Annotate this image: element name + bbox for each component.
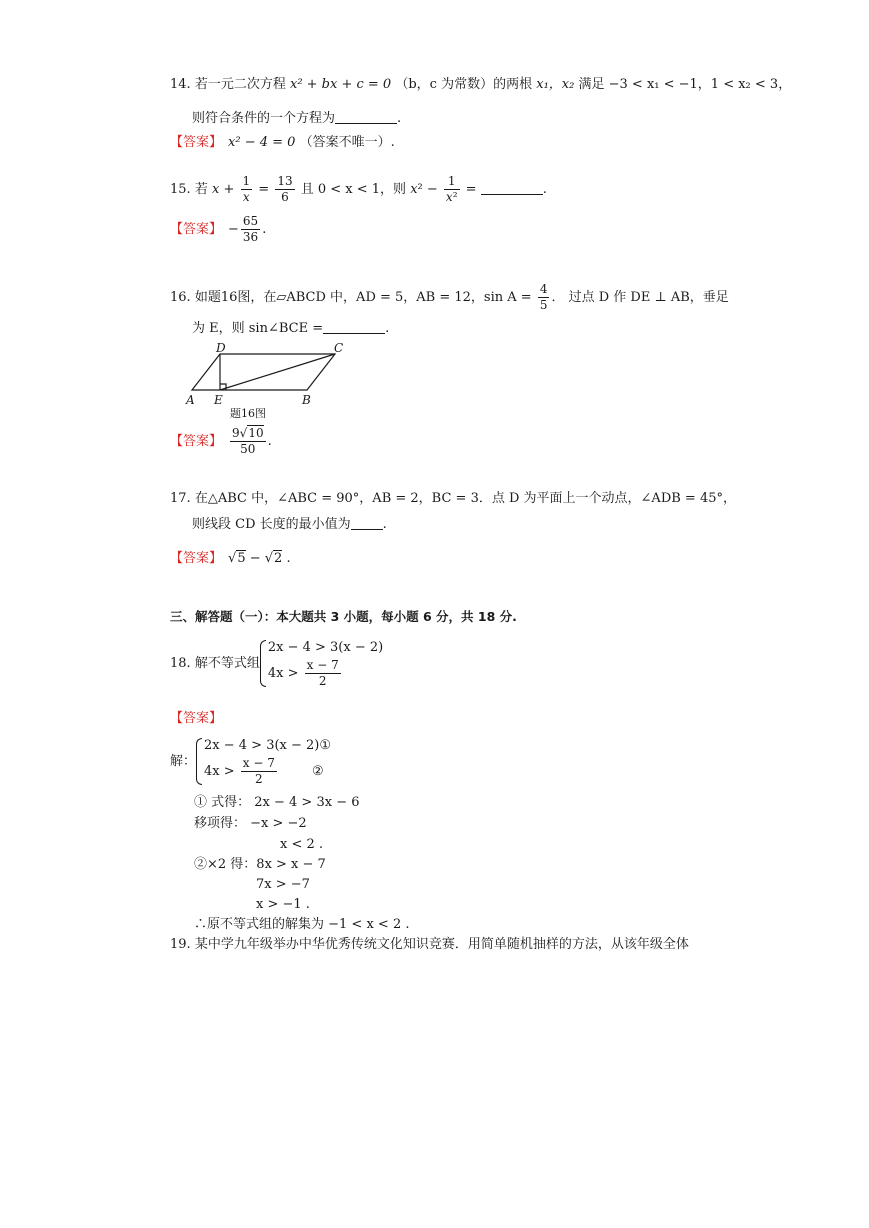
q15-number: 15. xyxy=(170,182,191,197)
q18-step-1: ① 式得： 2x − 4 > 3x − 6 xyxy=(194,795,360,810)
q15-frac-given: $\frac{13}{6}$ xyxy=(277,174,293,204)
section3-title: 三、解答题（一）：本大题共 3 小题，每小题 6 分，共 18 分. xyxy=(170,609,517,624)
q14-equation: x² + bx + c = 0 xyxy=(289,77,392,92)
q18-prompt: 解不等式组 xyxy=(194,656,260,671)
q17-line2: 则线段 CD 长度的最小值为 . xyxy=(192,517,387,532)
q17-text1: 在△ABC 中，∠ABC = 90°，AB = 2，BC = 3．点 D 为平面上一个动点，∠ADB = 45°， xyxy=(194,491,736,506)
q18-system xyxy=(260,638,383,689)
q18-ineq1: 2x − 4 > 3(x − 2) xyxy=(267,640,384,655)
q18-sol-ineq2: 4x > $\frac{x - 7}{2}$ ② xyxy=(204,756,324,786)
q14-text-post: 满足 −3 < x₁ < −1，1 < x₂ < 3， xyxy=(578,77,792,92)
label-a: A xyxy=(186,393,195,407)
q15-answer: 【答案】 − $\frac{65}{36}$ . xyxy=(170,214,267,244)
q14-answer-blank xyxy=(335,111,397,124)
q19-line1 xyxy=(170,936,689,954)
q14-number: 14. xyxy=(170,77,191,92)
q15-answer-frac: $\frac{65}{36}$ xyxy=(242,214,259,244)
q17-answer-blank xyxy=(351,517,383,530)
q15-answer-blank xyxy=(481,182,543,195)
q14-answer xyxy=(170,134,395,152)
q18-solution-system xyxy=(170,736,331,787)
q14-prompt: 则符合条件的一个方程为 xyxy=(192,111,336,126)
q14-answer-note: （答案不唯一）. xyxy=(299,135,395,150)
q18-step-5: 7x > −7 xyxy=(256,877,310,892)
q17-answer-tag: 【答案】 xyxy=(170,551,223,566)
q15-mid: 且 0 < x < 1，则 xyxy=(300,182,407,197)
q15-answer-tag: 【答案】 xyxy=(170,222,223,237)
label-c: C xyxy=(334,341,344,355)
q17-answer-rad-a: 5 xyxy=(237,551,246,566)
label-b: B xyxy=(302,393,311,407)
label-e: E xyxy=(214,393,223,407)
q17-line1 xyxy=(170,490,736,508)
q15-line: 15. 若 x + $\frac{1}{x}$ = $\frac{13}{6}$ 且 0 < x < 1，则 x² − $\frac{1}{\text{x²}}$ = . xyxy=(170,174,547,204)
q17-number: 17. xyxy=(170,491,191,506)
q14-condition: （b，c 为常数）的两根 xyxy=(395,77,533,92)
q16-line2: 为 E，则 sin∠BCE = . xyxy=(192,321,390,336)
q18-step-3: x < 2 . xyxy=(280,837,324,852)
q16-answer: 【答案】 $\frac{9√10}{50}$ . xyxy=(170,426,272,456)
q15-frac-1x2: $\frac{1}{\text{x²}}$ xyxy=(445,174,458,204)
q16-line1: 16. 如题16图，在▱ABCD 中，AD = 5，AB = 12，sin A = $\frac{4}{5}$ ． 过点 D 作 DE ⊥ AB，垂足 xyxy=(170,282,729,312)
q18-step-4: ②×2 得：8x > x − 7 xyxy=(194,857,326,872)
q15-frac-1x: $\frac{1}{x}$ xyxy=(242,174,251,204)
q14-text-pre: 若一元二次方程 xyxy=(194,77,286,92)
label-d: D xyxy=(216,341,226,355)
parallelogram-abcd xyxy=(192,354,335,390)
q16-sin-frac: $\frac{4}{5}$ xyxy=(539,282,548,312)
q17-prompt: 则线段 CD 长度的最小值为 xyxy=(192,517,351,532)
q18-step-6: x > −1 . xyxy=(256,897,310,912)
q16-answer-tag: 【答案】 xyxy=(170,434,223,449)
q14-answer-value: x² − 4 = 0 xyxy=(228,135,296,150)
q17-answer: 【答案】 √5 − √2 . xyxy=(170,551,291,566)
q16-answer-blank xyxy=(323,321,385,334)
q18-ineq2: 4x > $\frac{x - 7}{2}$ xyxy=(267,658,339,688)
q16-number: 16. xyxy=(170,290,191,305)
q15-pre: 若 xyxy=(194,182,208,197)
q18-sol-ineq1: 2x − 4 > 3(x − 2)① xyxy=(204,738,332,753)
q16-text2: 过点 D 作 DE ⊥ AB，垂足 xyxy=(568,290,729,305)
q18-conclusion: ∴原不等式组的解集为 −1 < x < 2 . xyxy=(194,917,410,932)
q19-text: 某中学九年级举办中华优秀传统文化知识竞赛．用简单随机抽样的方法，从该年级全体 xyxy=(194,937,689,952)
q18-step-2: 移项得： −x > −2 xyxy=(194,816,307,831)
q16-figure-caption: 题16图 xyxy=(230,407,266,420)
q14-line2: 则符合条件的一个方程为 . xyxy=(192,111,402,126)
q14-answer-tag: 【答案】 xyxy=(170,135,223,150)
q16-text1: 如题16图，在▱ABCD 中，AD = 5，AB = 12，sin A = xyxy=(194,290,532,305)
segment-ec xyxy=(220,354,335,390)
q19-number: 19. xyxy=(170,937,191,952)
q14-line1 xyxy=(170,76,791,94)
q16-prompt: 为 E，则 sin∠BCE = xyxy=(192,321,324,336)
q18-answer-tag-line xyxy=(170,710,228,728)
q14-roots: x₁，x₂ xyxy=(536,77,575,92)
q17-answer-rad-b: 2 xyxy=(274,551,283,566)
q18-number: 18. xyxy=(170,656,191,671)
q18-solution-label: 解： xyxy=(170,754,197,769)
q18-problem xyxy=(170,638,383,689)
q18-answer-tag: 【答案】 xyxy=(170,711,223,726)
q16-answer-frac: $\frac{9√10}{50}$ xyxy=(232,426,264,456)
